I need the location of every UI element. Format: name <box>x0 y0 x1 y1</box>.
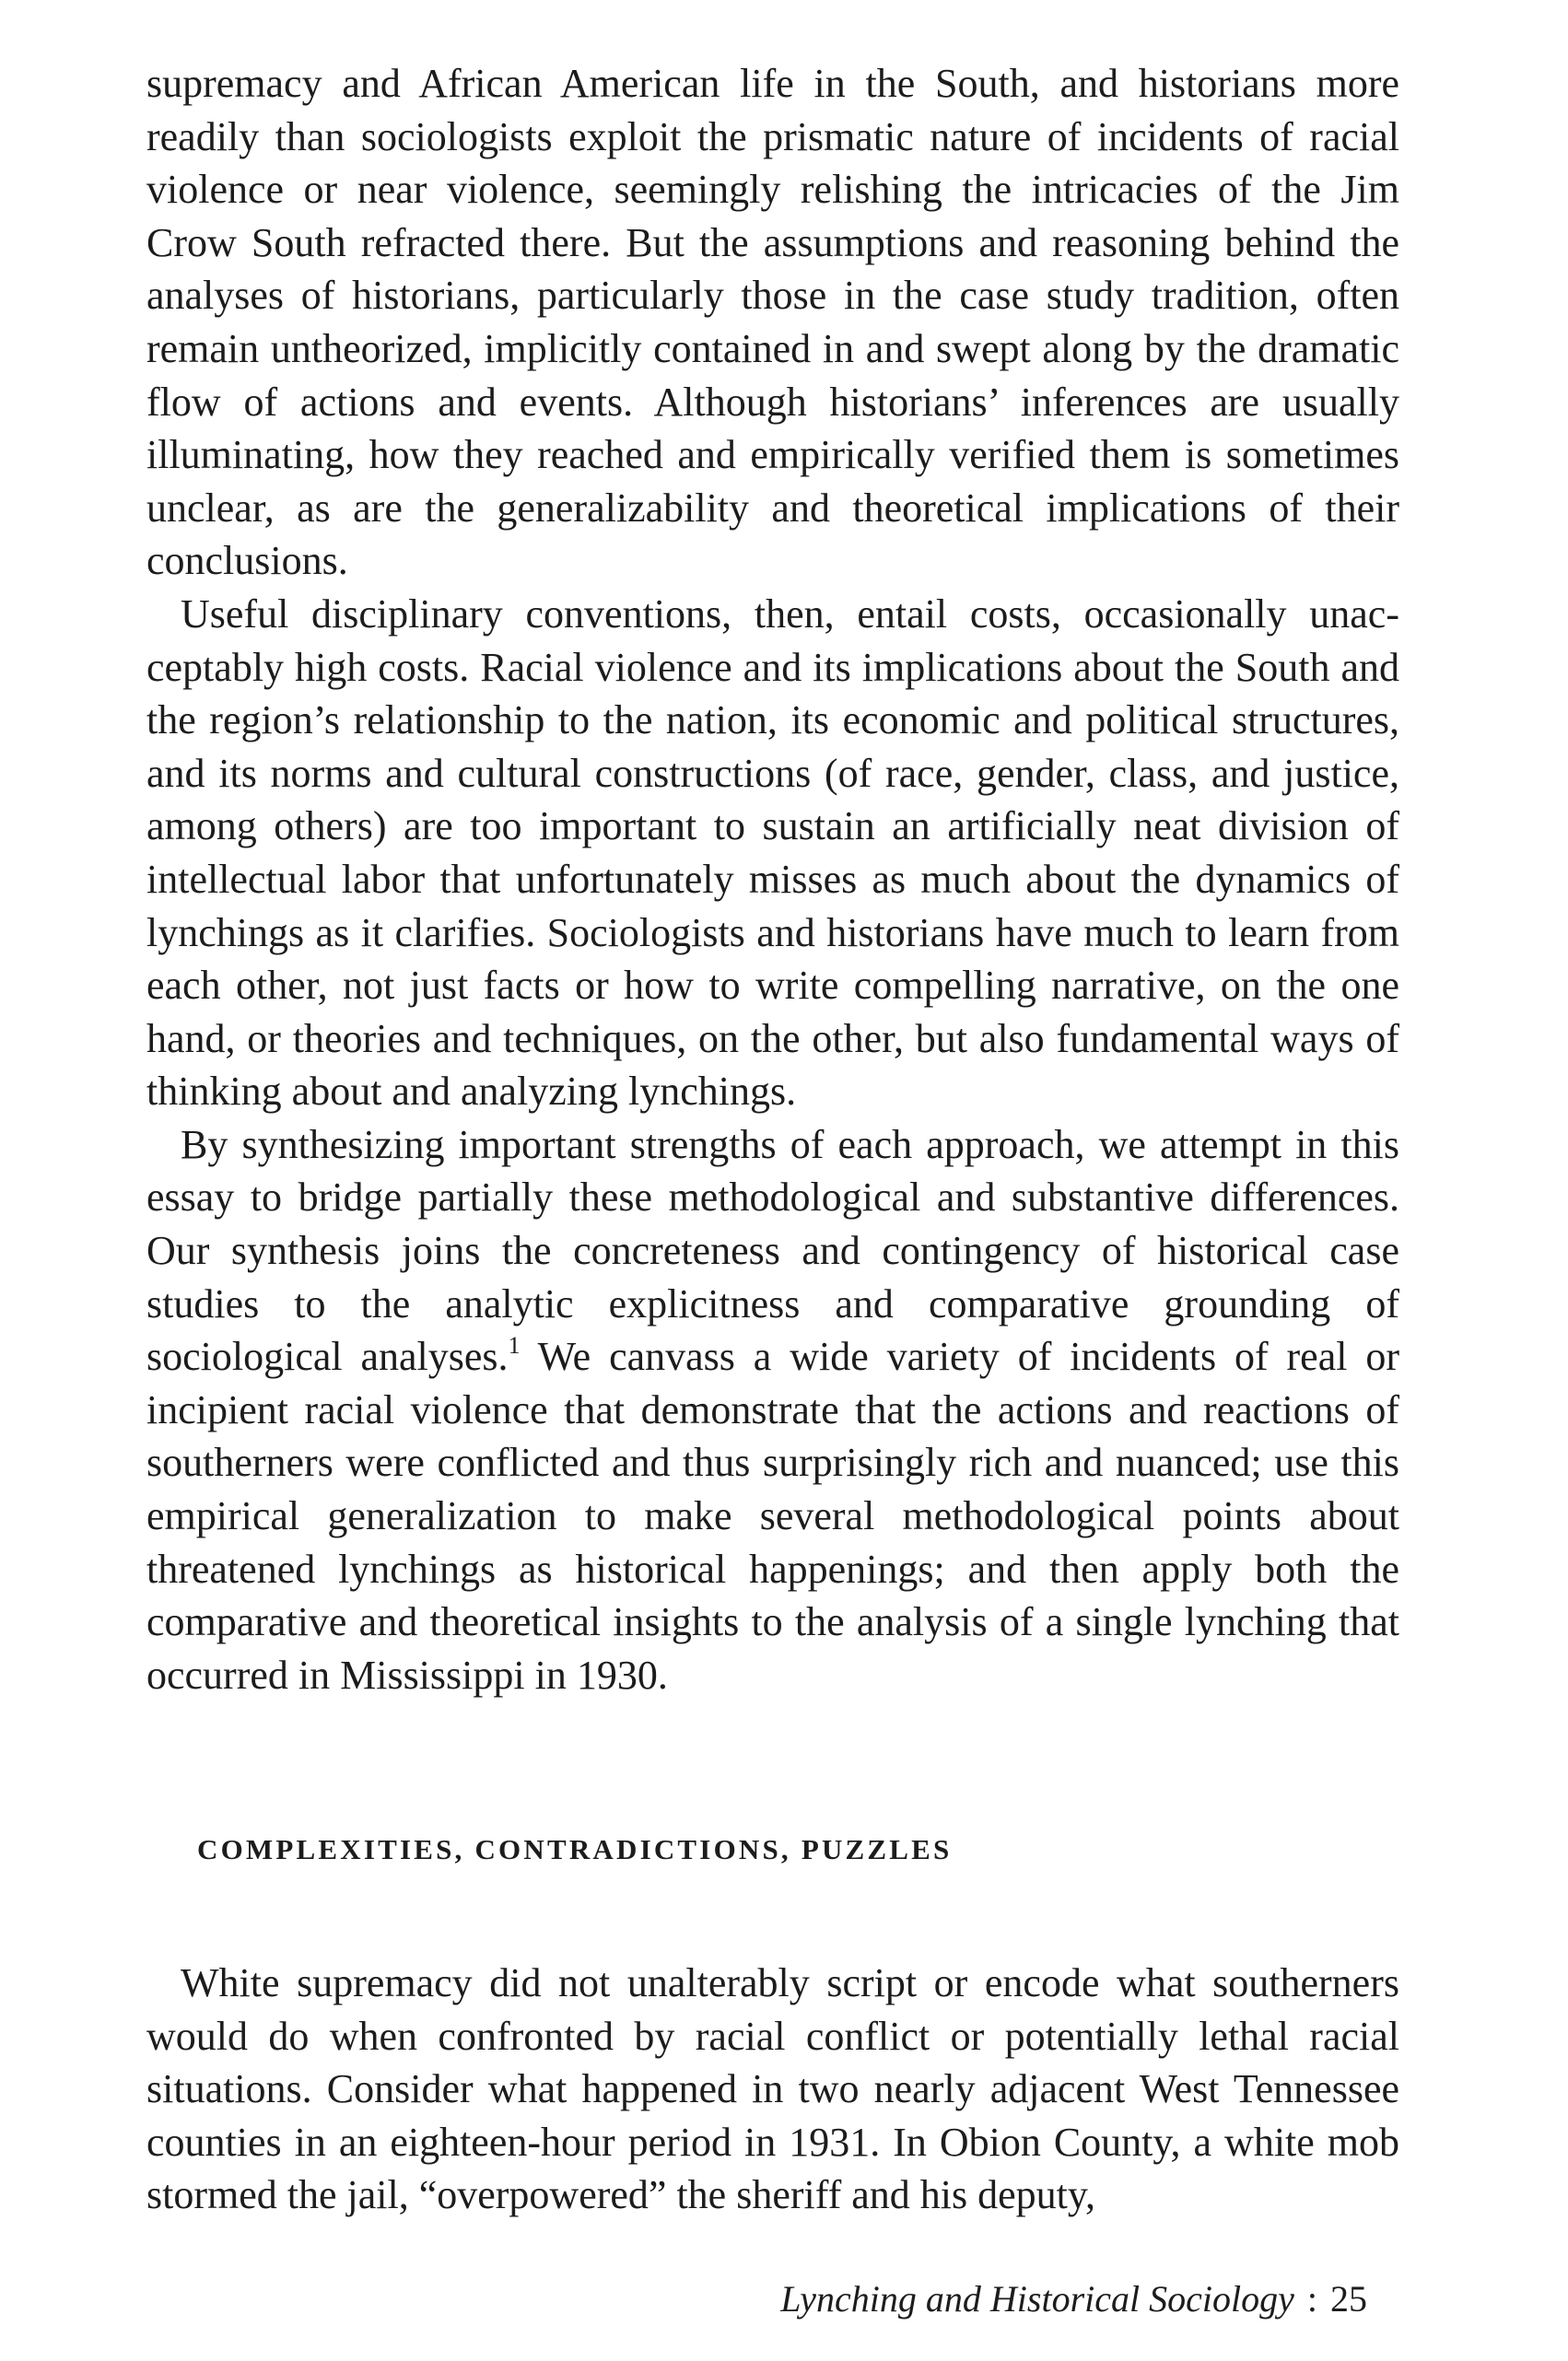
section-body <box>146 1957 1399 2222</box>
page-number: 25 <box>1330 2278 1367 2320</box>
footnote-marker: 1 <box>508 1332 521 1360</box>
paragraph-text-part: By synthesizing important strengths of each approach, we attempt in this essay to bridge partially these methodological and substantive differences. Our synthesis joins the concreteness and contingency of historical case studies to the analytic explicitness and comparative grounding of sociological analyses. <box>146 1121 1399 1380</box>
paragraph-text-part: We canvass a wide variety of incidents of real or incipient racial violence that demonstrate that the actions and reactions of southerners were conflicted and thus surprisingly rich and nuanced; use this empirical generalization to make several methodological points about threatened lynchings as historical happenings; and then apply both the comparative and theoretical insights to the analysis of a single lynching that occurred in Mississippi in 1930. <box>146 1334 1399 1698</box>
paragraph-with-note <box>146 1118 1399 1702</box>
running-title: Lynching and Historical Sociology <box>780 2278 1294 2320</box>
body-text <box>146 57 1399 1701</box>
paragraph: Useful disciplinary conventions, then, entail costs, occasionally unacceptably high costs. Racial violence and its implications about the South and the region’s relationship to the nation, its economic and political structures, and its norms and cultural constructions (of race, gender, class, and justice, among others) are too important to sustain an artificially neat division of intellectual labor that unfortunately misses as much about the dynamics of lynchings as it clarifies. Sociologists and historians have much to learn from each other, not just facts or how to write compelling narrative, on the one hand, or theories and techniques, on the other, but also fundamental ways of thinking about and analyzing lynchings. <box>146 590 1399 1115</box>
paragraph-continued: supremacy and African American life in the South, and historians more readily than sociologists exploit the prismatic nature of incidents of racial violence or near violence, seemingly relishing the intricacies of the Jim Crow South refracted there. But the assumptions and reasoning behind the analyses of historians, particularly those in the case study tradition, often remain untheorized, implicitly contained in and swept along by the dramatic flow of actions and events. Although historians’ inferences are usually illuminating, how they reached and empirically verified them is sometimes unclear, as are the generalizability and theoretical implications of their conclusions. <box>146 61 1399 584</box>
section-heading: COMPLEXITIES, CONTRADICTIONS, PUZZLES <box>197 1833 953 1865</box>
paragraph: White supremacy did not unalterably script or encode what southerners would do when confronted by racial conflict or potentially lethal racial situations. Consider what happened in two nearly adjacent West Tennessee counties in an eighteen-hour period in 1931. In Obion County, a white mob stormed the jail, “overpowered” the sheriff and his deputy, <box>146 1960 1399 2218</box>
running-footer <box>0 2275 1367 2323</box>
footer-separator: : <box>1306 2278 1317 2320</box>
